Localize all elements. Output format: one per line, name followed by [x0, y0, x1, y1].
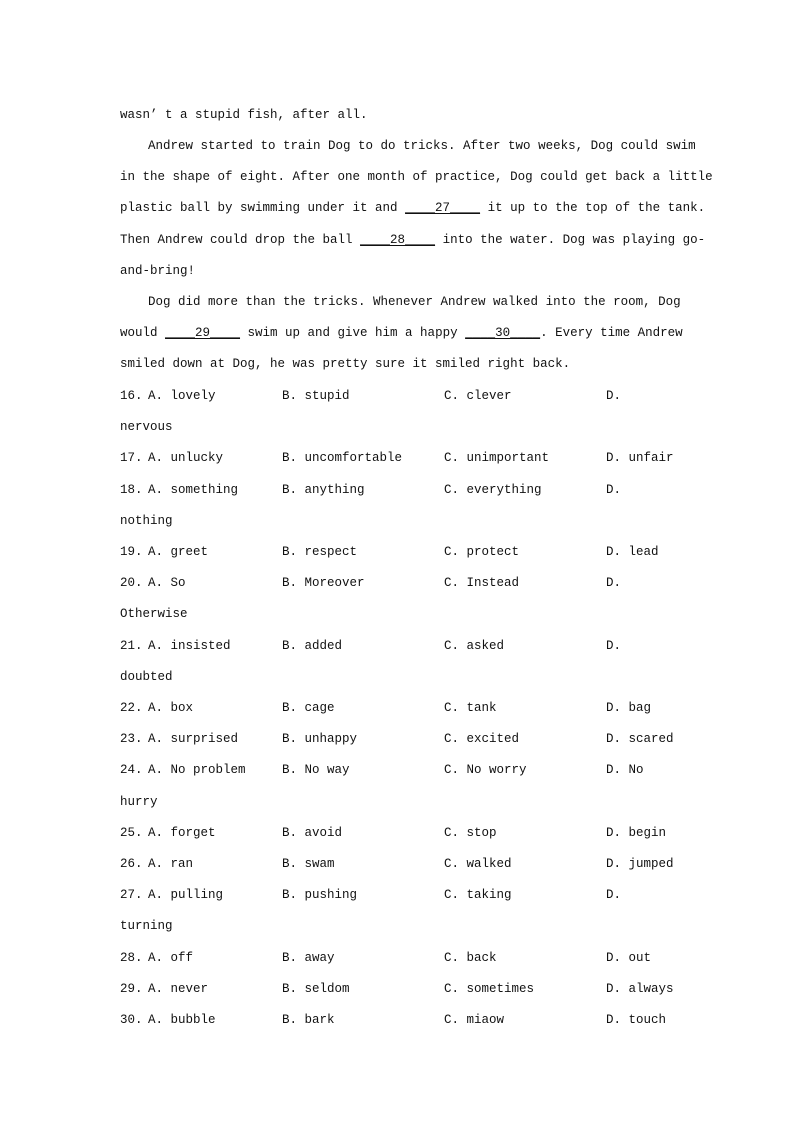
option-d-wrap: doubted [120, 670, 173, 684]
option-c: C. everything [444, 483, 542, 497]
question-number: 30. [120, 1013, 143, 1027]
option-d: D. touch [606, 1013, 667, 1027]
option-a: A. No problem [148, 763, 246, 777]
passage-line [120, 200, 705, 216]
option-c: C. asked [444, 639, 505, 653]
option-b: B. No way [282, 763, 350, 777]
passage-line: wasn’ t a stupid fish, after all. [120, 108, 368, 122]
option-c: C. taking [444, 888, 512, 902]
option-b: B. added [282, 639, 343, 653]
passage-line [120, 232, 705, 248]
option-d-wrap: turning [120, 919, 173, 933]
passage-text: into the water. Dog was playing go- [435, 233, 706, 247]
option-a: A. bubble [148, 1013, 216, 1027]
passage-line: Andrew started to train Dog to do tricks. After two weeks, Dog could swim [148, 139, 696, 153]
question-number: 18. [120, 483, 143, 497]
passage-text: . Every time Andrew [540, 326, 683, 340]
option-d: D. [606, 639, 622, 653]
option-c: C. protect [444, 545, 520, 559]
option-a: A. greet [148, 545, 209, 559]
option-b: B. bark [282, 1013, 335, 1027]
option-a: A. So [148, 576, 186, 590]
passage-text: would [120, 326, 166, 340]
option-c: C. sometimes [444, 982, 535, 996]
option-b: B. stupid [282, 389, 350, 403]
option-a: A. surprised [148, 732, 239, 746]
question-number: 24. [120, 763, 143, 777]
question-number: 16. [120, 389, 143, 403]
option-c: C. miaow [444, 1013, 505, 1027]
option-a: A. off [148, 951, 194, 965]
option-c: C. clever [444, 389, 512, 403]
passage-line: smiled down at Dog, he was pretty sure it smiled right back. [120, 357, 571, 371]
question-number: 21. [120, 639, 143, 653]
option-b: B. unhappy [282, 732, 358, 746]
option-b: B. away [282, 951, 335, 965]
passage-text: it up to the top of the tank. [480, 201, 706, 215]
option-c: C. unimportant [444, 451, 550, 465]
passage-line [120, 325, 683, 341]
option-b: B. Moreover [282, 576, 365, 590]
option-d: D. [606, 483, 622, 497]
blank-29: ____29____ [165, 326, 241, 340]
option-d: D. jumped [606, 857, 674, 871]
question-number: 22. [120, 701, 143, 715]
option-b: B. seldom [282, 982, 350, 996]
question-number: 26. [120, 857, 143, 871]
option-b: B. anything [282, 483, 365, 497]
option-d-wrap: hurry [120, 795, 158, 809]
option-d: D. out [606, 951, 652, 965]
question-number: 27. [120, 888, 143, 902]
option-a: A. never [148, 982, 209, 996]
option-d-wrap: nothing [120, 514, 173, 528]
option-a: A. something [148, 483, 239, 497]
option-d: D. always [606, 982, 674, 996]
option-b: B. swam [282, 857, 335, 871]
option-d: D. scared [606, 732, 674, 746]
option-d: D. lead [606, 545, 659, 559]
option-d-wrap: nervous [120, 420, 173, 434]
option-d: D. bag [606, 701, 652, 715]
option-c: C. excited [444, 732, 520, 746]
option-b: B. pushing [282, 888, 358, 902]
passage-line: in the shape of eight. After one month of practice, Dog could get back a little [120, 170, 713, 184]
passage-text: swim up and give him a happy [240, 326, 466, 340]
option-b: B. avoid [282, 826, 343, 840]
option-a: A. box [148, 701, 194, 715]
passage-text: plastic ball by swimming under it and [120, 201, 406, 215]
option-d: D. No [606, 763, 644, 777]
question-number: 20. [120, 576, 143, 590]
question-number: 25. [120, 826, 143, 840]
option-a: A. ran [148, 857, 194, 871]
question-number: 17. [120, 451, 143, 465]
question-number: 29. [120, 982, 143, 996]
option-a: A. lovely [148, 389, 216, 403]
option-c: C. No worry [444, 763, 527, 777]
option-d-wrap: Otherwise [120, 607, 188, 621]
option-c: C. back [444, 951, 497, 965]
option-c: C. Instead [444, 576, 520, 590]
option-c: C. walked [444, 857, 512, 871]
option-a: A. insisted [148, 639, 231, 653]
question-number: 19. [120, 545, 143, 559]
blank-27: ____27____ [405, 201, 481, 215]
question-number: 23. [120, 732, 143, 746]
passage-text: Then Andrew could drop the ball [120, 233, 361, 247]
passage-line: and-bring! [120, 264, 196, 278]
option-d: D. [606, 888, 622, 902]
blank-30: ____30____ [465, 326, 541, 340]
option-c: C. tank [444, 701, 497, 715]
option-a: A. unlucky [148, 451, 224, 465]
blank-28: ____28____ [360, 233, 436, 247]
question-number: 28. [120, 951, 143, 965]
option-b: B. cage [282, 701, 335, 715]
option-b: B. uncomfortable [282, 451, 403, 465]
option-d: D. begin [606, 826, 667, 840]
option-a: A. forget [148, 826, 216, 840]
passage-line: Dog did more than the tricks. Whenever Andrew walked into the room, Dog [148, 295, 681, 309]
option-b: B. respect [282, 545, 358, 559]
option-a: A. pulling [148, 888, 224, 902]
option-d: D. [606, 389, 622, 403]
option-d: D. unfair [606, 451, 674, 465]
option-d: D. [606, 576, 622, 590]
option-c: C. stop [444, 826, 497, 840]
